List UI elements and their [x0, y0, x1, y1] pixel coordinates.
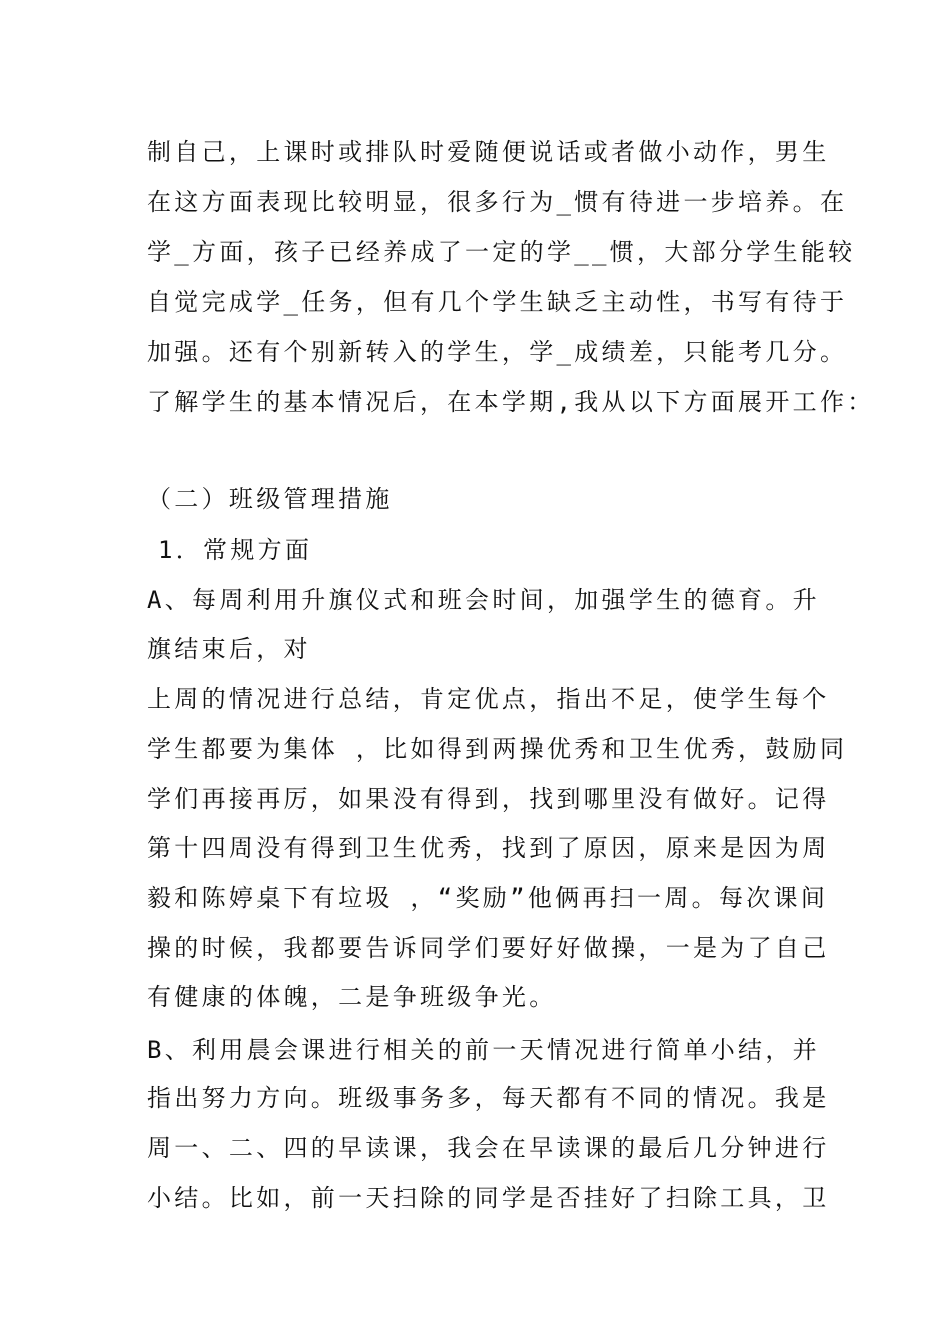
paragraph-a-line-1: A、每周利用升旗仪式和班会时间，加强学生的德育。升: [147, 586, 820, 614]
paragraph-b-line-3: 周一、二、四的早读课，我会在早读课的最后几分钟进行: [147, 1134, 830, 1162]
paragraph-a-line-2: 旗结束后，对: [147, 635, 311, 663]
paragraph-a-line-3: 上周的情况进行总结，肯定优点，指出不足，使学生每个: [147, 685, 830, 713]
paragraph-a-line-9: 有健康的体魄，二是争班级争光。: [147, 983, 557, 1011]
subheading: 1．常规方面: [158, 536, 313, 564]
paragraph-a-line-6: 第十四周没有得到卫生优秀，找到了原因，原来是因为周: [147, 834, 830, 862]
paragraph-1-line-4: 自觉完成学_任务，但有几个学生缺乏主动性，书写有待于: [147, 288, 848, 316]
paragraph-a-line-5: 学们再接再厉，如果没有得到，找到哪里没有做好。记得: [147, 785, 830, 813]
paragraph-1-line-6: 了解学生的基本情况后，在本学期,我从以下方面展开工作：: [147, 388, 875, 416]
paragraph-1-line-1: 制自己，上课时或排队时爱随便说话或者做小动作，男生: [147, 138, 830, 166]
paragraph-b-line-1: B、利用晨会课进行相关的前一天情况进行简单小结，并: [147, 1036, 820, 1064]
section-heading: （二）班级管理措施: [147, 485, 393, 513]
paragraph-a-line-7: 毅和陈婷桌下有垃圾 ，“奖励”他俩再扫一周。每次课间: [147, 884, 829, 912]
paragraph-b-line-2: 指出努力方向。班级事务多，每天都有不同的情况。我是: [147, 1084, 830, 1112]
paragraph-a-line-4: 学生都要为集体 ，比如得到两操优秀和卫生优秀，鼓励同: [147, 735, 848, 763]
paragraph-a-line-8: 操的时候，我都要告诉同学们要好好做操，一是为了自己: [147, 934, 830, 962]
paragraph-b-line-4: 小结。比如，前一天扫除的同学是否挂好了扫除工具，卫: [147, 1184, 830, 1212]
paragraph-1-line-3: 学_方面，孩子已经养成了一定的学__惯，大部分学生能较: [147, 238, 856, 266]
paragraph-1-line-5: 加强。还有个别新转入的学生，学_成绩差，只能考几分。: [147, 338, 848, 366]
paragraph-1-line-2: 在这方面表现比较明显，很多行为_惯有待进一步培养。在: [147, 188, 848, 216]
